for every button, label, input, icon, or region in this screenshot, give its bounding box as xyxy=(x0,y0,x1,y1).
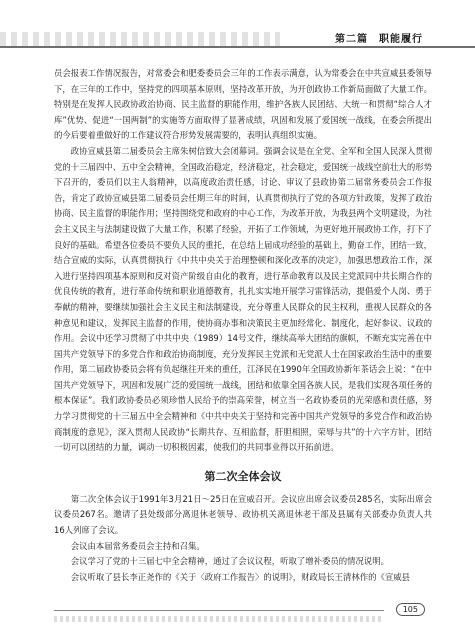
header-decoration xyxy=(0,32,280,46)
body-paragraph: 会议听取了县长李正尧作的《关于〈政府工作报告〉的说明》，财政局长王清林作的《宣威县 xyxy=(70,571,410,582)
footer-rule xyxy=(54,610,384,611)
body-paragraph: 政协宣威县第二届委员会主席朱树信致大会闭幕词。强调会议是在全党、全军和全国人民深入贯彻党的十三届四中、五中全会精神，全国政治稳定，经济稳定，社会稳定，爱国统一战线空前壮大的形势下召开的，委员们以主人翁精神，以高度政治责任感，讨论、审议了县政协第二届常务委员会工作报告，肯定了政协宣威县第二届委员会任期三年的时间，认真贯彻执行了党的各项方针政策，发挥了政治协商、民主监督的职能作用；坚持围绕党和政府的中心工作，为改革开放，为我县两个文明建设，为社会主义民主与法制建设做了大量工作，积累了经验，开拓了工作领域，为更好地开展政协工作，打下了良好的基础。希望各位委员不要负人民的重托，在总结上届成功经验的基础上，勤奋工作，团结一致，结合宣威的实际，认真贯彻执行《中共中央关于治理整顿和深化改革的决定》，加强思想政治工作，深入进行坚持四项基本原则和反对资产阶级自由化的教育，进行革命教育以及民主党派同中共长期合作的优良传统的教育，进行革命传统和职业道德教育，扎扎实实地开展学习雷锋活动，提倡爱个人岗、勇于奉献的精神，要继续加强社会主义民主和法制建设，充分尊重人民群众的民主权利，重视人民群众的各种意见和建议，发挥民主监督的作用，使协商办事和决策民主更加经常化、制度化，起好参议、议政的作用。会议中还学习贯彻了中共中央（1989）14号文件，继续高举大团结的旗帜，不断充实完善在中国共产党领导下的多党合作和政治协商制度，充分发挥民主党派和无党派人士在国家政治生活中的重要作用，第二届政协委员会将有负起继往开来的重任，江泽民在1990年全国政协新年茶话会上说：“在中国共产党领导下，巩固和发展广泛的爱国统一战线，团结和依靠全国各族人民，是我们实现各项任务的根本保证”。我们政协委员必须珍惜人民给予的崇高荣誉，树立当一名政协委员的光荣感和责任感，努力学习贯彻党的十三届五中全会精神和《中共中央关于坚持和完善中国共产党领导的多党合作和政治协商制度的意见》，深入贯彻人民政协“长期共存、互相监督，肝胆相照，荣辱与共”的十六字方针，团结一切可以团结的力量，调动一切积极因素，使我们的共同事业得以开拓前进。 xyxy=(54,145,432,453)
body-paragraph: 第二次全体会议于1991年3月21日～25日在宣威召开。会议应出席会议委员285名，实际出席会议委员267名。邀请了县处级部分离退休老领导、政协机关离退休老干部及县属有关部委办负责人共16人列席了会议。 xyxy=(54,493,432,536)
page-body xyxy=(54,66,432,585)
page-number: 105 xyxy=(396,603,425,616)
section-heading: 第二次全体会议 xyxy=(204,469,282,483)
body-paragraph: 员会报表工作情况报告，对常委会和肥委委员会三年的工作表示满意，认为常委会在中共宣威县委领导下，在三年的工作中，坚持党的四项基本原则，坚持改革开放，为开创政协工作新局面做了大量工作。特别是在发挥人民政协政治协商、民主监督的职能作用，维护各族人民团结、大统一和贯彻“综合人才库”优势、促进“一国两制”的实施等方面取得了显著成绩，巩固和发展了爱国统一战线，在委会所提出的今后要着重做好的工作建议符合形势发展需要的，表明认真组织实施。 xyxy=(54,68,432,141)
body-paragraph: 会议学习了党的十三届七中全会精神，通过了会议议程，听取了增补委员的情况说明。 xyxy=(70,556,390,567)
body-paragraph: 会议由本届常务委员会主持和召集。 xyxy=(70,540,205,551)
header-rule xyxy=(0,46,475,48)
page-header xyxy=(0,32,475,52)
footer-decoration xyxy=(54,616,384,622)
section-label: 第二篇 职能履行 xyxy=(331,30,427,45)
